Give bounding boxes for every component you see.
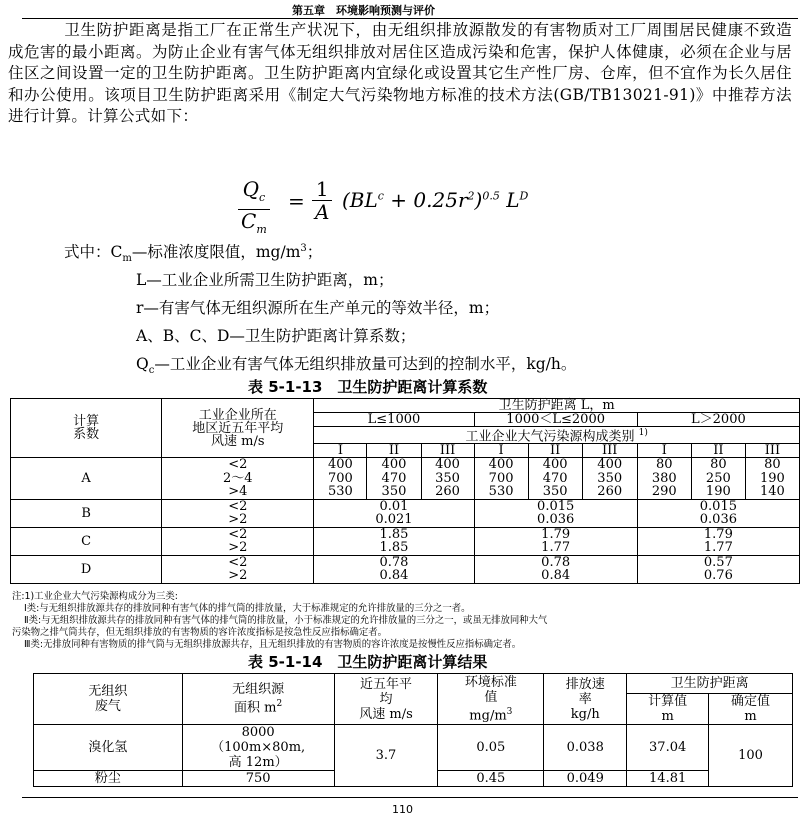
table-row: B <2 >2 0.01 0.021 0.015 0.036 0.015 0.036 bbox=[11, 499, 800, 527]
header-rate: 排放速 率 kg/h bbox=[544, 674, 627, 725]
header-wind: 近五年平 均 风速 m/s bbox=[334, 674, 438, 725]
note-line: Ⅲ类:无排放同种有害物质的排气筒与无组织排放源共存，且无组织排放的有害物质的容许浓度是按慢性反应指标确定者。 bbox=[24, 639, 522, 650]
definition-r: r—有害气体无组织源所在生产单元的等效半径，m； bbox=[136, 299, 500, 317]
definition-cm: 式中：$C_m—$标准浓度限值，$mg/m^3$； bbox=[64, 242, 323, 265]
header-distance: 卫生防护距离 L，m bbox=[314, 399, 800, 413]
header-range-1: L≤1000 bbox=[314, 413, 474, 427]
equals-sign: = bbox=[288, 189, 305, 213]
page-footer-line bbox=[22, 797, 798, 798]
header-standard: 环境标准 值 $mg/m^3$ bbox=[438, 674, 544, 725]
header-area: 无组织源 面积 $m^2$ bbox=[182, 674, 334, 725]
table-row: 溴化氢 8000 （100m×80m, 高 12m） 3.7 0.05 0.038 37.04 100 bbox=[34, 725, 793, 771]
definition-qc: $Q_c—$工业企业有害气体无组织排放量可达到的控制水平，kg/h。 bbox=[136, 355, 577, 377]
page-number: 110 bbox=[392, 803, 413, 816]
header-gas: 无组织 废气 bbox=[34, 674, 183, 725]
definition-abcd: A、B、C、D—卫生防护距离计算系数； bbox=[136, 327, 416, 345]
header-wind-speed: 工业企业所在 地区近五年平均 风速 m/s bbox=[162, 399, 314, 458]
lhs-fraction: $Q_c$ $C_m$ bbox=[238, 178, 270, 241]
note-line: 污染物之排气筒共存，但无组织排放的有害物质的容许浓度指标是按急性反应指标确定者。 bbox=[12, 627, 388, 638]
chapter-title: 第五章 环境影响预测与评价 bbox=[292, 4, 435, 17]
header-range-3: L＞2000 bbox=[637, 413, 799, 427]
class-row: I II III I II III I II III bbox=[11, 444, 800, 458]
note-line: Ⅱ类:与无组织排放源共存的排放同种有害气体的排气筒的排放量，小于标准规定的允许排放量的三分之一，或虽无排放同种大气 bbox=[24, 615, 548, 626]
fixed-value: 100 bbox=[709, 725, 793, 787]
table1-notes bbox=[12, 591, 797, 651]
result-table bbox=[33, 673, 793, 787]
coef-a-label: A bbox=[11, 458, 162, 500]
coef-c-label: C bbox=[11, 527, 162, 555]
table-row: A <2 2～4 >4 400 700 530 400 470 350 400 350 260 400 700 530 400 470 350 400 350 260 80 380 290 80 250 190 80 190 140 bbox=[11, 458, 800, 500]
table-row: 粉尘 750 0.45 0.049 14.81 bbox=[34, 771, 793, 787]
header-range-2: 1000＜L≤2000 bbox=[474, 413, 637, 427]
rhs-fraction: 1 A bbox=[312, 178, 332, 223]
formula-expression: $(BL^c + 0.25r^2)^{0.5}$ $L^D$ bbox=[342, 188, 529, 212]
note-line: 注:1)工业企业大气污染源构成分为三类: bbox=[12, 591, 178, 602]
table-row: C <2 >2 1.85 1.85 1.79 1.77 1.79 1.77 bbox=[11, 527, 800, 555]
definition-l: L—工业企业所需卫生防护距离，m； bbox=[136, 271, 394, 289]
header-source-class: 工业企业大气污染源构成类别 $^{1)}$ bbox=[314, 427, 800, 444]
wind-value: 3.7 bbox=[334, 725, 438, 787]
coefficient-table bbox=[10, 398, 800, 584]
header-coefficient: 计算 系数 bbox=[11, 399, 162, 458]
header-protect-distance: 卫生防护距离 bbox=[627, 674, 793, 694]
body-paragraph bbox=[8, 20, 792, 128]
coef-b-label: B bbox=[11, 499, 162, 527]
page-header bbox=[22, 0, 798, 19]
header-fixed: 确定值 m bbox=[709, 694, 793, 725]
table2-caption: 表 5-1-14 卫生防护距离计算结果 bbox=[248, 653, 488, 671]
table-row: D <2 >2 0.78 0.84 0.78 0.84 0.57 0.76 bbox=[11, 555, 800, 583]
coef-d-label: D bbox=[11, 555, 162, 583]
header-calc: 计算值 m bbox=[627, 694, 709, 725]
note-line: Ⅰ类:与无组织排放源共存的排放同种有害气体的排气筒的排放量，大于标准规定的允许排放量的三分之一者。 bbox=[24, 603, 471, 614]
paragraph-text: 卫生防护距离是指工厂在正常生产状况下，由无组织排放源散发的有害物质对工厂周围居民健康不致造成危害的最小距离。为防止企业有害气体无组织排放对居住区造成污染和危害，保护人体健康，必须在企业与居住区之间设置一定的卫生防护距离。卫生防护距离内宜绿化或设置其它生产性厂房、仓库，但不宜作为长久居住和办公使用。该项目卫生防护距离采用《制定大气污染物地方标准的技术方法(GB/TB13021-91)》中推荐方法进行计算。计算公式如下： bbox=[8, 21, 792, 126]
table1-caption: 表 5-1-13 卫生防护距离计算系数 bbox=[248, 378, 488, 396]
